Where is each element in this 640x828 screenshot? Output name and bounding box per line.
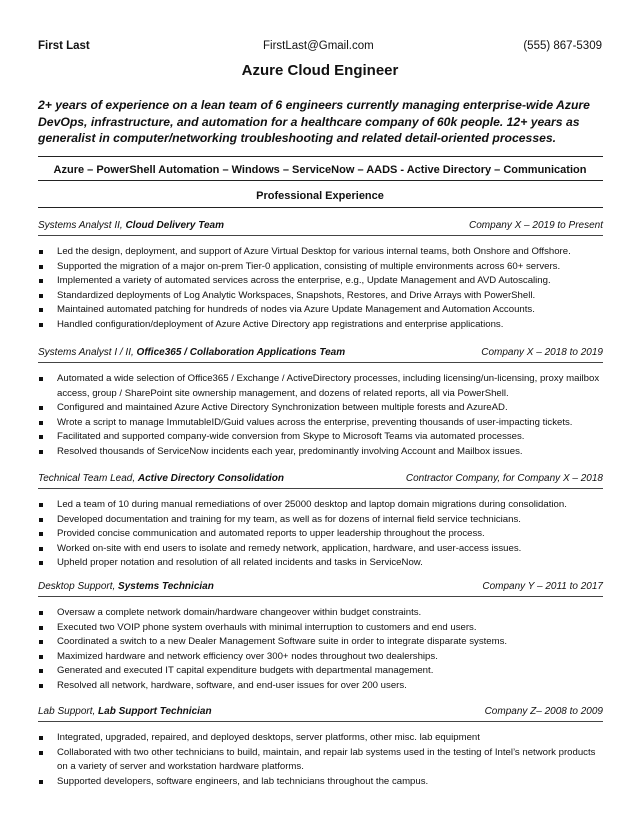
bullet-item bbox=[38, 635, 603, 650]
bullet-text: Resolved all network, hardware, software, and end-user issues for over 200 users. bbox=[57, 679, 407, 691]
skills-bottom-divider bbox=[38, 180, 603, 181]
bullet-icon bbox=[39, 655, 43, 659]
bullet-item bbox=[38, 513, 603, 528]
bullet-icon bbox=[39, 279, 43, 283]
job-bullets bbox=[38, 245, 603, 333]
bullet-icon bbox=[39, 751, 43, 755]
job-header bbox=[38, 219, 603, 234]
bullet-text: Resolved thousands of ServiceNow incidents each year, predominantly involving Account and Mailbox issues. bbox=[57, 445, 523, 457]
bullet-text: Generated and executed IT capital expenditure budgets with departmental management. bbox=[57, 665, 434, 677]
job-title: Systems Analyst I / II, bbox=[38, 347, 137, 358]
job-entry bbox=[38, 705, 603, 789]
section-heading-experience: Professional Experience bbox=[256, 190, 384, 202]
skills-line: Azure – PowerShell Automation – Windows – ServiceNow – AADS - Active Directory – Communication bbox=[53, 164, 587, 176]
job-company-dates: Company Y – 2011 to 2017 bbox=[482, 581, 603, 592]
bullet-item bbox=[38, 498, 603, 513]
bullet-text: Integrated, upgraded, repaired, and deployed desktops, server platforms, other misc. lab equipment bbox=[57, 732, 480, 743]
job-company-dates: Company X – 2018 to 2019 bbox=[481, 347, 603, 358]
bullet-item bbox=[38, 274, 603, 289]
job-bullets bbox=[38, 606, 603, 694]
bullet-icon bbox=[39, 780, 43, 784]
bullet-icon bbox=[39, 561, 43, 565]
bullet-item bbox=[38, 679, 603, 694]
bullet-text: Maintained automated patching for hundreds of nodes via Azure Update Management and Automation Accounts. bbox=[57, 304, 535, 316]
job-role bbox=[38, 580, 214, 594]
bullet-text: Executed two VOIP phone system overhauls with minimal interruption to customers and end users. bbox=[57, 621, 477, 633]
section-divider bbox=[38, 207, 603, 208]
bullet-item bbox=[38, 289, 603, 304]
bullet-item bbox=[38, 260, 603, 275]
job-company-dates: Contractor Company, for Company X – 2018 bbox=[405, 473, 603, 484]
bullet-icon bbox=[39, 250, 43, 254]
job-header bbox=[38, 580, 603, 595]
bullet-icon bbox=[39, 503, 43, 507]
bullet-icon bbox=[39, 323, 43, 327]
bullet-icon bbox=[39, 547, 43, 551]
bullet-item bbox=[38, 318, 603, 333]
bullet-icon bbox=[39, 640, 43, 644]
job-entry bbox=[38, 346, 603, 460]
bullet-item bbox=[38, 245, 603, 260]
bullet-text: Provided concise communication and automated reports to upper leadership throughout the process. bbox=[57, 528, 485, 540]
bullet-icon bbox=[39, 377, 43, 381]
bullet-icon bbox=[39, 265, 43, 269]
bullet-icon bbox=[39, 626, 43, 630]
bullet-item bbox=[38, 746, 603, 775]
phone-number: (555) 867-5309 bbox=[523, 40, 602, 52]
bullet-text: Standardized deployments of Log Analytic Workspaces, Snapshots, Restores, and Drive Arrays with PowerShell. bbox=[57, 289, 536, 301]
job-title: Desktop Support, bbox=[38, 581, 119, 592]
bullet-text: Collaborated with two other technicians to build, maintain, and repair lab systems used in the testing of Intel’s network products on a variety of server and workstation hardware platforms. bbox=[57, 746, 596, 773]
bullet-text: Upheld proper notation and resolution of all related incidents and tasks in ServiceNow. bbox=[57, 557, 423, 569]
summary-paragraph: 2+ years of experience on a lean team of 6 engineers currently managing enterprise-wide Azure DevOps, infrastructure, and automation for a healthcare company of 60k people. 12+ years as generalist in computer/networking troubleshooting and related detail-oriented processes. bbox=[38, 98, 590, 145]
bullet-text: Coordinated a switch to a new Dealer Management Software suite in order to integrate disparate systems. bbox=[57, 636, 508, 648]
bullet-item bbox=[38, 303, 603, 318]
job-title: Systems Analyst II, bbox=[38, 220, 126, 231]
bullet-item bbox=[38, 416, 603, 431]
bullet-icon bbox=[39, 450, 43, 454]
job-title: Technical Team Lead, bbox=[38, 473, 138, 484]
candidate-name: First Last bbox=[38, 40, 90, 52]
bullet-text: Supported the migration of a major on-prem Tier-0 application, consisting of multiple environments across 60+ servers. bbox=[57, 260, 561, 272]
job-team: Office365 / Collaboration Applications Team bbox=[136, 347, 346, 358]
bullet-item bbox=[38, 606, 603, 621]
bullet-icon bbox=[39, 684, 43, 688]
bullet-text: Handled configuration/deployment of Azure Active Directory app registrations and enterprise applications. bbox=[57, 318, 504, 330]
job-role bbox=[38, 219, 224, 233]
bullet-text: Led a team of 10 during manual remediations of over 25000 desktop and laptop domain migrations during consolidation. bbox=[57, 499, 567, 510]
bullet-item bbox=[38, 527, 603, 542]
skills-top-divider bbox=[38, 156, 603, 157]
bullet-item bbox=[38, 401, 603, 416]
job-company-dates: Company X – 2019 to Present bbox=[469, 220, 603, 231]
bullet-item bbox=[38, 372, 603, 401]
bullet-item bbox=[38, 556, 603, 571]
job-header bbox=[38, 346, 603, 361]
bullet-icon bbox=[39, 532, 43, 536]
job-divider bbox=[38, 362, 603, 363]
job-divider bbox=[38, 721, 603, 722]
job-role bbox=[38, 346, 345, 360]
email-address[interactable]: FirstLast@Gmail.com bbox=[263, 40, 374, 52]
bullet-item bbox=[38, 621, 603, 636]
job-bullets bbox=[38, 731, 603, 789]
bullet-icon bbox=[39, 611, 43, 615]
job-divider bbox=[38, 488, 603, 489]
job-bullets bbox=[38, 498, 603, 571]
job-team: Cloud Delivery Team bbox=[125, 220, 224, 231]
job-title: Lab Support, bbox=[38, 706, 99, 717]
bullet-text: Developed documentation and training for my team, as well as for dozens of internal field service technicians. bbox=[57, 513, 521, 525]
bullet-text: Automated a wide selection of Office365 / Exchange / ActiveDirectory processes, including licensing/un-licensing, proxy mailbox access, group / SharePoint site ownership management, and dozens of related reports, all via PowerShell. bbox=[57, 373, 600, 399]
bullet-text: Supported developers, software engineers, and lab technicians throughout the campus. bbox=[57, 775, 429, 787]
job-team: Active Directory Consolidation bbox=[137, 473, 285, 484]
bullet-item bbox=[38, 731, 603, 746]
bullet-icon bbox=[39, 308, 43, 312]
job-bullets bbox=[38, 372, 603, 460]
bullet-text: Worked on-site with end users to isolate and remedy network, application, hardware, and user-access issues. bbox=[57, 542, 522, 554]
job-entry bbox=[38, 580, 603, 694]
job-team: Lab Support Technician bbox=[98, 706, 212, 717]
bullet-text: Led the design, deployment, and support of Azure Virtual Desktop for various internal teams, both Onshore and Offshore. bbox=[57, 246, 571, 257]
job-role bbox=[38, 705, 212, 719]
job-divider bbox=[38, 235, 603, 236]
bullet-text: Oversaw a complete network domain/hardware changeover within budget constraints. bbox=[57, 607, 422, 618]
bullet-icon bbox=[39, 736, 43, 740]
bullet-icon bbox=[39, 294, 43, 298]
bullet-icon bbox=[39, 406, 43, 410]
bullet-item bbox=[38, 775, 603, 790]
bullet-item bbox=[38, 430, 603, 445]
job-header bbox=[38, 472, 603, 487]
job-entry bbox=[38, 472, 603, 571]
job-role bbox=[38, 472, 284, 486]
bullet-item bbox=[38, 542, 603, 557]
resume-title: Azure Cloud Engineer bbox=[241, 62, 399, 79]
bullet-icon bbox=[39, 435, 43, 439]
bullet-item bbox=[38, 650, 603, 665]
job-company-dates: Company Z– 2008 to 2009 bbox=[484, 706, 603, 717]
bullet-item bbox=[38, 445, 603, 460]
bullet-text: Implemented a variety of automated services across the enterprise, e.g., Update Management and AVD Autoscaling. bbox=[57, 275, 551, 287]
bullet-icon bbox=[39, 669, 43, 673]
job-entry bbox=[38, 219, 603, 333]
contact-header bbox=[38, 39, 602, 55]
bullet-item bbox=[38, 664, 603, 679]
bullet-text: Maximized hardware and network efficiency over 300+ nodes throughout two dealerships. bbox=[57, 650, 438, 662]
bullet-icon bbox=[39, 421, 43, 425]
job-header bbox=[38, 705, 603, 720]
bullet-icon bbox=[39, 518, 43, 522]
bullet-text: Configured and maintained Azure Active Directory Synchronization between multiple forests and AzureAD. bbox=[57, 402, 508, 414]
bullet-text: Wrote a script to manage ImmutableID/Guid values across the enterprise, preventing thousands of user-impacting tickets. bbox=[57, 416, 573, 428]
job-team: Systems Technician bbox=[118, 581, 214, 592]
job-divider bbox=[38, 596, 603, 597]
bullet-text: Facilitated and supported company-wide conversion from Skype to Microsoft Teams via automated processes. bbox=[57, 431, 525, 443]
